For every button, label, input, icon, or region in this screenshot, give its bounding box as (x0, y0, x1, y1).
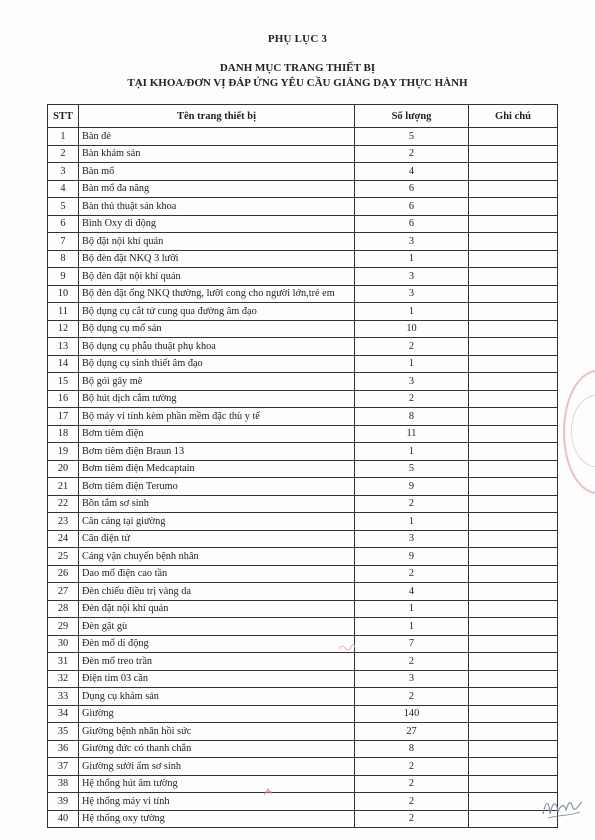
row-quantity: 3 (355, 373, 469, 391)
row-note (469, 373, 558, 391)
row-quantity: 9 (355, 478, 469, 496)
row-quantity: 8 (355, 408, 469, 426)
row-quantity: 5 (355, 460, 469, 478)
row-note (469, 530, 558, 548)
column-header-name: Tên trang thiết bị (79, 105, 355, 128)
row-equipment-name: Cân điện tử (79, 530, 355, 548)
row-stt: 32 (48, 670, 79, 688)
row-stt: 37 (48, 758, 79, 776)
table-row (48, 758, 558, 776)
row-note (469, 163, 558, 181)
row-note (469, 425, 558, 443)
row-quantity: 3 (355, 233, 469, 251)
table-row (48, 268, 558, 286)
row-equipment-name: Bình Oxy di động (79, 215, 355, 233)
row-stt: 21 (48, 478, 79, 496)
row-equipment-name: Bộ dụng cụ phẫu thuật phụ khoa (79, 338, 355, 356)
row-stt: 19 (48, 443, 79, 461)
row-note (469, 320, 558, 338)
table-row (48, 338, 558, 356)
row-note (469, 198, 558, 216)
row-equipment-name: Bơm tiêm điện (79, 425, 355, 443)
row-stt: 8 (48, 250, 79, 268)
row-note (469, 303, 558, 321)
row-note (469, 250, 558, 268)
document-subtitle: TẠI KHOA/ĐƠN VỊ ĐÁP ỨNG YÊU CẦU GIẢNG DẠY THỰC HÀNH (127, 77, 468, 89)
table-row (48, 723, 558, 741)
row-stt: 7 (48, 233, 79, 251)
row-stt: 27 (48, 583, 79, 601)
column-header-stt: STT (48, 105, 79, 128)
row-note (469, 548, 558, 566)
row-stt: 4 (48, 180, 79, 198)
row-quantity: 4 (355, 583, 469, 601)
row-stt: 22 (48, 495, 79, 513)
table-header (48, 105, 558, 128)
row-equipment-name: Bơm tiêm điện Terumo (79, 478, 355, 496)
row-note (469, 233, 558, 251)
table-row (48, 355, 558, 373)
table-row (48, 740, 558, 758)
row-equipment-name: Bộ máy vi tính kèm phần mềm đặc thù y tế (79, 408, 355, 426)
table-row (48, 373, 558, 391)
row-equipment-name: Cân cáng tại giường (79, 513, 355, 531)
row-note (469, 180, 558, 198)
table-row (48, 565, 558, 583)
row-note (469, 513, 558, 531)
table-row (48, 793, 558, 811)
row-equipment-name: Bộ dụng cụ cắt tử cung qua đường âm đạo (79, 303, 355, 321)
row-equipment-name: Giường (79, 705, 355, 723)
row-note (469, 670, 558, 688)
row-equipment-name: Bàn đẻ (79, 128, 355, 146)
row-quantity: 27 (355, 723, 469, 741)
row-equipment-name: Bộ dụng cụ mổ sản (79, 320, 355, 338)
row-note (469, 653, 558, 671)
row-equipment-name: Điện tim 03 cần (79, 670, 355, 688)
row-stt: 13 (48, 338, 79, 356)
row-quantity: 3 (355, 530, 469, 548)
row-equipment-name: Đèn mổ di động (79, 635, 355, 653)
row-equipment-name: Đèn gật gù (79, 618, 355, 636)
row-quantity: 8 (355, 740, 469, 758)
row-stt: 10 (48, 285, 79, 303)
row-quantity: 2 (355, 810, 469, 828)
row-equipment-name: Bộ đèn đặt NKQ 3 lưỡi (79, 250, 355, 268)
row-quantity: 7 (355, 635, 469, 653)
table-row (48, 128, 558, 146)
row-equipment-name: Bơm tiêm điện Braun 13 (79, 443, 355, 461)
row-note (469, 268, 558, 286)
row-note (469, 495, 558, 513)
table-row (48, 635, 558, 653)
table-row (48, 513, 558, 531)
row-quantity: 3 (355, 268, 469, 286)
appendix-label: PHỤ LỤC 3 (267, 33, 328, 45)
row-equipment-name: Bộ gói gây mê (79, 373, 355, 391)
table-row (48, 670, 558, 688)
table-row (48, 810, 558, 828)
row-quantity: 6 (355, 198, 469, 216)
row-quantity: 4 (355, 163, 469, 181)
row-quantity: 2 (355, 775, 469, 793)
row-equipment-name: Bàn mổ (79, 163, 355, 181)
row-quantity: 1 (355, 250, 469, 268)
row-note (469, 775, 558, 793)
row-quantity: 9 (355, 548, 469, 566)
row-equipment-name: Hệ thống oxy tường (79, 810, 355, 828)
table-row (48, 600, 558, 618)
table-row (48, 390, 558, 408)
ink-mark-small (262, 787, 274, 797)
row-equipment-name: Bộ đèn đặt nội khí quản (79, 268, 355, 286)
row-stt: 30 (48, 635, 79, 653)
row-equipment-name: Bộ đặt nội khí quản (79, 233, 355, 251)
row-stt: 28 (48, 600, 79, 618)
row-note (469, 145, 558, 163)
row-equipment-name: Đèn chiếu điều trị vàng da (79, 583, 355, 601)
row-equipment-name: Hệ thống máy vi tính (79, 793, 355, 811)
row-equipment-name: Dao mổ điện cao tần (79, 565, 355, 583)
row-note (469, 688, 558, 706)
row-stt: 20 (48, 460, 79, 478)
equipment-table (47, 104, 558, 828)
table-row (48, 530, 558, 548)
row-quantity: 1 (355, 600, 469, 618)
row-stt: 24 (48, 530, 79, 548)
row-note (469, 355, 558, 373)
row-note (469, 390, 558, 408)
row-stt: 40 (48, 810, 79, 828)
row-equipment-name: Bộ đèn đặt ống NKQ thường, lưỡi cong cho người lớn,trẻ em (79, 285, 355, 303)
row-quantity: 140 (355, 705, 469, 723)
row-stt: 6 (48, 215, 79, 233)
row-equipment-name: Giường đức có thanh chắn (79, 740, 355, 758)
row-quantity: 2 (355, 338, 469, 356)
ink-mark (338, 643, 356, 651)
row-note (469, 338, 558, 356)
row-stt: 38 (48, 775, 79, 793)
row-note (469, 478, 558, 496)
table-row (48, 408, 558, 426)
table-row (48, 145, 558, 163)
table-row (48, 705, 558, 723)
table-row (48, 320, 558, 338)
row-stt: 34 (48, 705, 79, 723)
row-equipment-name: Bàn khám sản (79, 145, 355, 163)
row-note (469, 600, 558, 618)
row-equipment-name: Cáng vận chuyển bệnh nhân (79, 548, 355, 566)
table-row (48, 443, 558, 461)
row-quantity: 6 (355, 180, 469, 198)
table-body (48, 128, 558, 828)
row-quantity: 1 (355, 303, 469, 321)
table-row (48, 478, 558, 496)
table-header-row (48, 105, 558, 128)
row-quantity: 2 (355, 390, 469, 408)
table-row (48, 163, 558, 181)
row-note (469, 215, 558, 233)
table-row (48, 618, 558, 636)
table-row (48, 215, 558, 233)
row-equipment-name: Giường bệnh nhân hồi sức (79, 723, 355, 741)
table-row (48, 583, 558, 601)
row-stt: 39 (48, 793, 79, 811)
row-stt: 17 (48, 408, 79, 426)
row-equipment-name: Đèn mổ treo trần (79, 653, 355, 671)
row-note (469, 635, 558, 653)
row-stt: 1 (48, 128, 79, 146)
row-equipment-name: Bàn mổ đa năng (79, 180, 355, 198)
table-row (48, 653, 558, 671)
table-row (48, 233, 558, 251)
row-quantity: 2 (355, 495, 469, 513)
row-quantity: 2 (355, 688, 469, 706)
row-note (469, 618, 558, 636)
row-note (469, 758, 558, 776)
row-note (469, 740, 558, 758)
table-row (48, 495, 558, 513)
row-note (469, 128, 558, 146)
row-note (469, 443, 558, 461)
row-stt: 16 (48, 390, 79, 408)
row-note (469, 723, 558, 741)
row-quantity: 2 (355, 145, 469, 163)
row-stt: 31 (48, 653, 79, 671)
row-quantity: 2 (355, 758, 469, 776)
row-quantity: 6 (355, 215, 469, 233)
row-equipment-name: Bồn tắm sơ sinh (79, 495, 355, 513)
row-stt: 5 (48, 198, 79, 216)
row-equipment-name: Dụng cụ khám sản (79, 688, 355, 706)
row-stt: 2 (48, 145, 79, 163)
row-quantity: 5 (355, 128, 469, 146)
row-note (469, 408, 558, 426)
row-stt: 12 (48, 320, 79, 338)
row-quantity: 2 (355, 565, 469, 583)
row-quantity: 3 (355, 285, 469, 303)
row-equipment-name: Bơm tiêm điện Medcaptain (79, 460, 355, 478)
row-stt: 35 (48, 723, 79, 741)
row-equipment-name: Hệ thống hút âm tường (79, 775, 355, 793)
row-stt: 23 (48, 513, 79, 531)
row-stt: 11 (48, 303, 79, 321)
row-note (469, 460, 558, 478)
signature (540, 792, 585, 822)
row-note (469, 285, 558, 303)
table-row (48, 775, 558, 793)
column-header-quantity: Số lượng (355, 105, 469, 128)
table-row (48, 460, 558, 478)
row-stt: 18 (48, 425, 79, 443)
row-quantity: 2 (355, 653, 469, 671)
table-row (48, 250, 558, 268)
column-header-note: Ghi chú (469, 105, 558, 128)
row-quantity: 10 (355, 320, 469, 338)
row-stt: 3 (48, 163, 79, 181)
row-quantity: 2 (355, 793, 469, 811)
row-stt: 29 (48, 618, 79, 636)
row-stt: 14 (48, 355, 79, 373)
row-stt: 25 (48, 548, 79, 566)
table-row (48, 285, 558, 303)
row-quantity: 1 (355, 513, 469, 531)
row-equipment-name: Bộ dụng cụ sinh thiết âm đạo (79, 355, 355, 373)
row-stt: 33 (48, 688, 79, 706)
table-row (48, 303, 558, 321)
row-stt: 15 (48, 373, 79, 391)
row-note (469, 705, 558, 723)
table-row (48, 198, 558, 216)
row-quantity: 1 (355, 443, 469, 461)
table-row (48, 180, 558, 198)
row-stt: 9 (48, 268, 79, 286)
row-quantity: 11 (355, 425, 469, 443)
row-stt: 36 (48, 740, 79, 758)
row-stt: 26 (48, 565, 79, 583)
row-equipment-name: Bàn thủ thuật sản khoa (79, 198, 355, 216)
table-row (48, 425, 558, 443)
row-equipment-name: Bộ hút dịch cắm tường (79, 390, 355, 408)
row-quantity: 1 (355, 355, 469, 373)
row-note (469, 583, 558, 601)
row-quantity: 3 (355, 670, 469, 688)
row-note (469, 565, 558, 583)
table-row (48, 548, 558, 566)
document-title: DANH MỤC TRANG THIẾT BỊ (219, 62, 376, 74)
table-row (48, 688, 558, 706)
row-equipment-name: Đèn đặt nội khí quản (79, 600, 355, 618)
row-equipment-name: Giường sưởi ấm sơ sinh (79, 758, 355, 776)
row-quantity: 1 (355, 618, 469, 636)
